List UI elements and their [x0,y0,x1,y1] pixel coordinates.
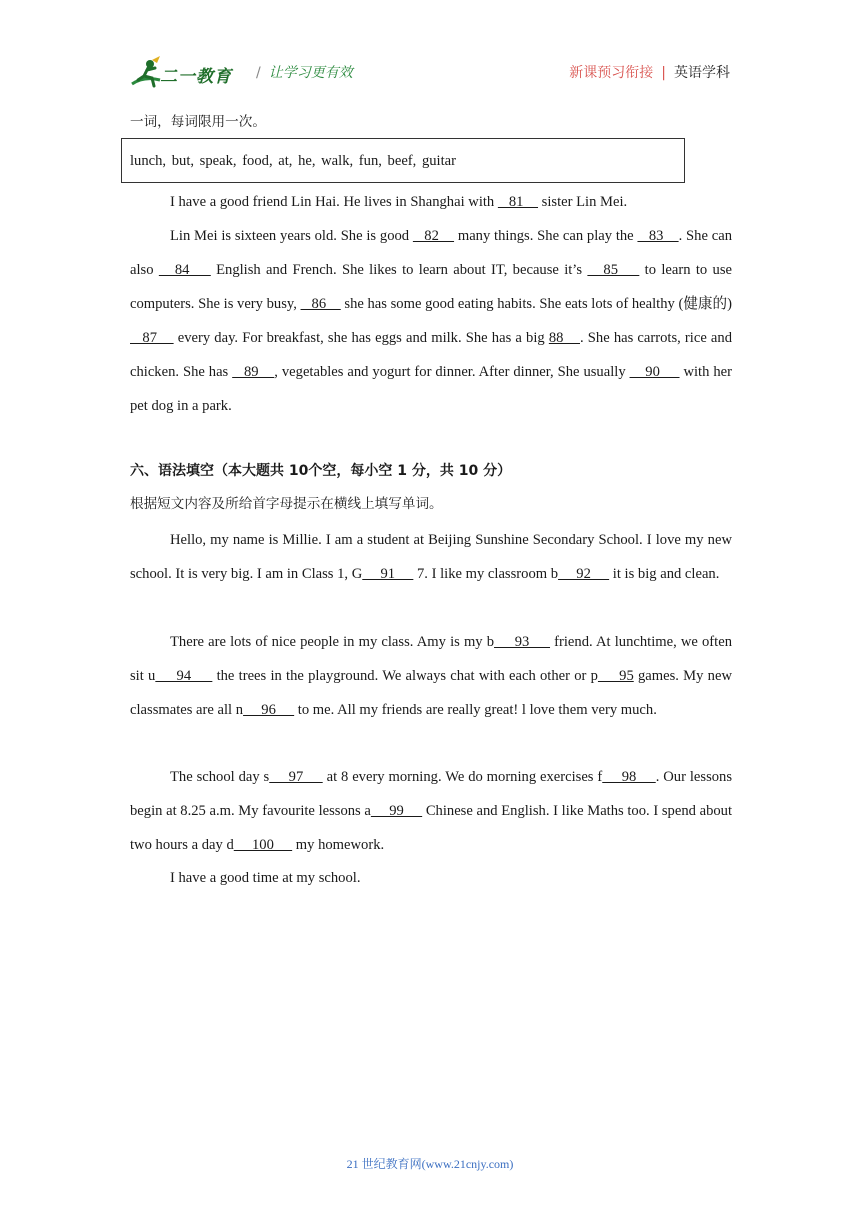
slogan-slash: / [256,65,261,81]
text-run: . She can also [130,228,732,278]
text-run: sister Lin Mei. [538,194,628,210]
text-run: , vegetables and yogurt for dinner. After dinner, She usually [274,364,630,380]
text-run: friend. At lunchtime, we often sit u [130,634,732,684]
header-separator: | [661,65,666,81]
text-run: . Our lessons begin at 8.25 a.m. My favourite lessons a [130,769,733,819]
blank-90: 90 [629,364,680,380]
blank-82: 82 [412,228,455,244]
text-run: every day. For breakfast, she has eggs and milk. She has a big [173,330,549,346]
blank-95: 95 [597,668,634,684]
passage6-para3 [130,760,732,862]
blank-98: 98 [602,769,656,785]
blank-83: 83 [637,228,679,244]
part5-instruction-tail: 一词，每词限用一次。 [130,114,266,130]
blank-89: 89 [232,364,275,380]
blank-97: 97 [269,769,323,785]
slogan-text: 让学习更有效 [268,65,353,81]
passage5-line1 [130,185,732,219]
passage6-para1 [130,523,732,591]
section-six-title: 六、语法填空（本大题共 10个空，每小空 1 分，共 10 分） [130,463,512,479]
text-run: many things. She can play the [454,228,638,244]
slogan [256,62,353,82]
word-bank-box: lunch, but, speak, food, at, he, walk, fun, beef, guitar [121,138,685,183]
text-run: The school day s [170,769,270,785]
page-footer: 21 世纪教育网(www.21cnjy.com) [346,1157,514,1171]
text-run: she has some good eating habits. She eats lots of healthy (健康的) [340,296,732,312]
header-course-label: 新课预习衔接 [569,65,654,81]
text-run: games. My new classmates are all n [130,668,732,718]
text-run: English and French. She likes to learn about IT, because it’s [210,262,588,278]
header-subject: 英语学科 [674,65,730,81]
text-run: I have a good friend Lin Hai. He lives in Shanghai with [170,194,498,210]
text-run: Hello, my name is Millie. I am a student at Beijing Sunshine Secondary School. I love my new school. It is very big. I am in Class 1, G [130,532,732,582]
passage5-para2 [130,219,732,423]
blank-81: 81 [497,194,539,210]
page-header [130,56,730,92]
text-run: at 8 every morning. We do morning exercises f [322,769,603,785]
blank-88: 88 [548,330,580,346]
blank-96: 96 [243,702,295,718]
blank-87: 87 [130,330,174,346]
blank-94: 94 [155,668,213,684]
section-six-instruction: 根据短文内容及所给首字母提示在横线上填写单词。 [130,496,443,512]
text-run: my homework. [292,837,385,853]
header-right [569,62,730,82]
blank-99: 99 [370,803,423,819]
text-run: it is big and clean. [609,566,720,582]
blank-86: 86 [300,296,341,312]
blank-93: 93 [494,634,551,650]
blank-91: 91 [362,566,414,582]
blank-85: 85 [587,262,640,278]
blank-92: 92 [558,566,610,582]
text-run: There are lots of nice people in my class. Amy is my b [170,634,495,650]
text-run: with her pet dog in a park. [130,364,732,414]
text-run: . She has carrots, rice and chicken. She has [130,330,733,380]
text-run: Lin Mei is sixteen years old. She is good [170,228,413,244]
text-run: Chinese and English. I like Maths too. I spend about two hours a day d [130,803,733,853]
logo-text: 二一教育 [160,67,232,87]
text-run: to me. All my friends are really great! l love them very much. [294,702,657,718]
text-run: 7. I like my classroom b [413,566,559,582]
text-run: the trees in the playground. We always chat with each other or p [212,668,598,684]
blank-84: 84 [158,262,211,278]
passage6-para4: I have a good time at my school. [170,870,361,886]
passage6-para2 [130,625,732,727]
blank-100: 100 [233,837,293,853]
text-run: to learn to use computers. She is very busy, [130,262,732,312]
